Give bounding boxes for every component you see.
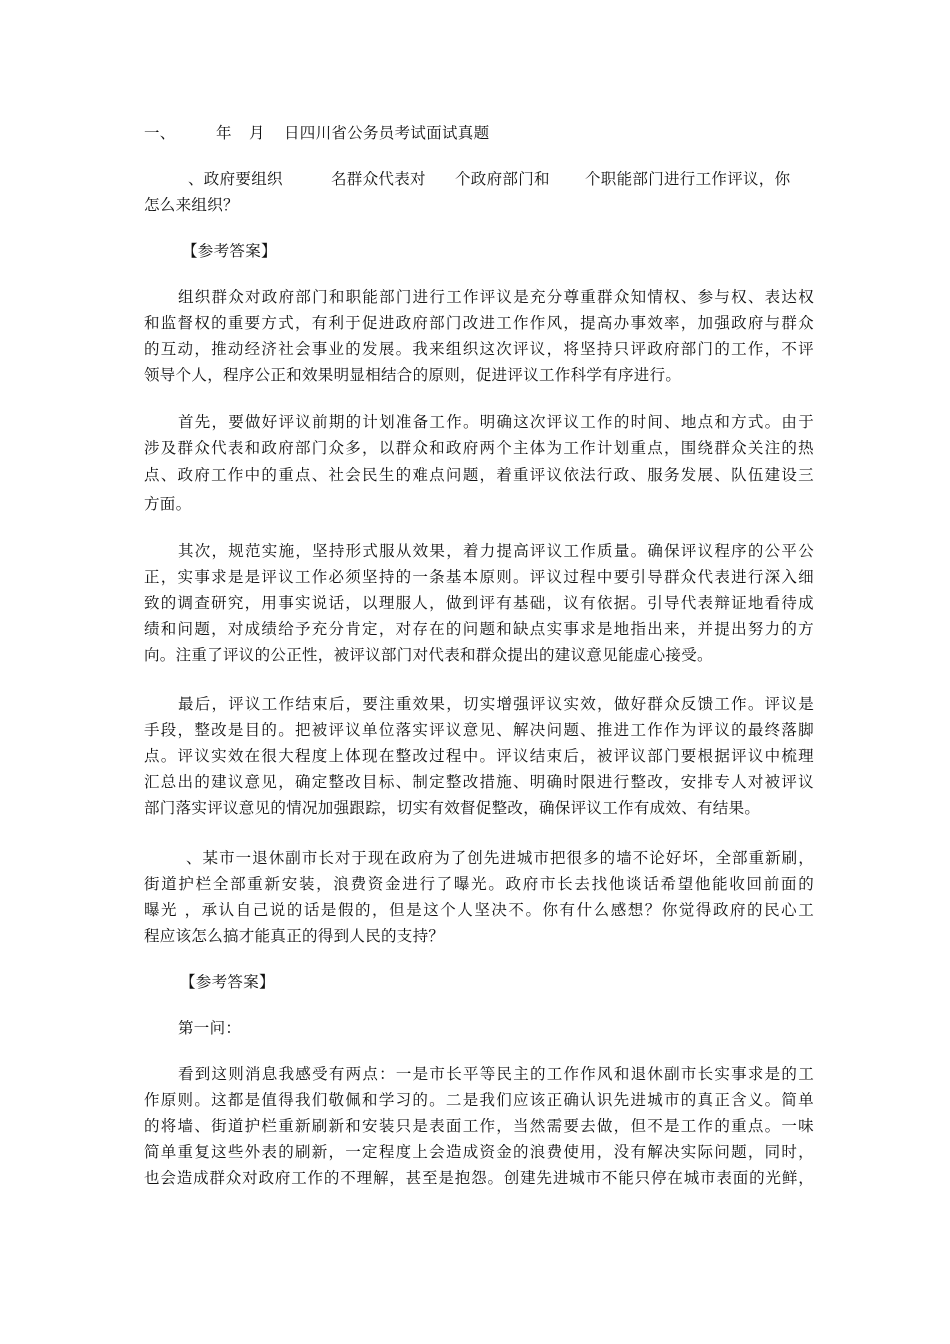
- reference-answer-label-2: 【参考答案】: [180, 973, 275, 991]
- paragraph-2-line-1: 首先，要做好评议前期的计划准备工作。明确这次评议工作的时间、地点和方式。由于: [178, 413, 814, 431]
- paragraph-5-line-2: 作原则。这都是值得我们敬佩和学习的。二是我们应该正确认识先进城市的真正含义。简单: [144, 1091, 814, 1109]
- heading-rest: 日四川省公务员考试面试真题: [284, 124, 490, 142]
- paragraph-2-line-4: 方面。: [144, 495, 192, 513]
- paragraph-4-line-1: 最后，评议工作结束后，要注重效果，切实增强评议实效，做好群众反馈工作。评议是: [178, 695, 814, 713]
- question-1-part-d: 个职能部门进行工作评议，你: [585, 170, 791, 188]
- paragraph-1-line-1: 组织群众对政府部门和职能部门进行工作评议是充分尊重群众知情权、参与权、表达权: [178, 288, 814, 306]
- paragraph-2-line-2: 涉及群众代表和政府部门众多，以群众和政府两个主体为工作计划重点，围绕群众关注的热: [144, 439, 814, 457]
- paragraph-4-line-5: 部门落实评议意见的情况加强跟踪，切实有效督促整改，确保评议工作有成效、有结果。: [144, 799, 761, 817]
- heading-prefix: 一、: [144, 124, 176, 142]
- paragraph-3-line-2: 正，实事求是是评议工作必须坚持的一条基本原则。评议过程中要引导群众代表进行深入细: [144, 568, 814, 586]
- question-2-line-4: 程应该怎么搞才能真正的得到人民的支持？: [144, 927, 445, 945]
- first-question-label: 第一问：: [178, 1019, 242, 1037]
- paragraph-1-line-3: 的互动，推动经济社会事业的发展。我来组织这次评议，将坚持只评政府部门的工作，不评: [144, 340, 814, 358]
- paragraph-3-line-4: 绩和问题，对成绩给予充分肯定，对存在的问题和缺点实事求是地指出来，并提出努力的方: [144, 620, 814, 638]
- question-1-line-2: 怎么来组织？: [144, 196, 239, 214]
- question-1-part-a: 、政府要组织: [188, 170, 283, 188]
- reference-answer-label-1: 【参考答案】: [182, 242, 277, 260]
- paragraph-3-line-5: 向。注重了评议的公正性，被评议部门对代表和群众提出的建议意见能虚心接受。: [144, 646, 713, 664]
- paragraph-5-line-1: 看到这则消息我感受有两点：一是市长平等民主的工作作风和退休副市长实事求是的工: [178, 1065, 814, 1083]
- paragraph-4-line-2: 手段，整改是目的。把被评议单位落实评议意见、解决问题、推进工作作为评议的最终落脚: [144, 721, 814, 739]
- paragraph-2-line-3: 点、政府工作中的重点、社会民生的难点问题，着重评议依法行政、服务发展、队伍建设三: [144, 466, 814, 484]
- paragraph-4-line-3: 点。评议实效在很大程度上体现在整改过程中。评议结束后，被评议部门要根据评议中梳理: [144, 747, 814, 765]
- section-heading: [144, 121, 814, 145]
- question-1-line-1: [144, 167, 814, 191]
- paragraph-1-line-2: 和监督权的重要方式，有利于促进政府部门改进工作作风，提高办事效率，加强政府与群众: [144, 314, 814, 332]
- paragraph-3-line-3: 致的调查研究，用事实说话，以理服人，做到评有基础，议有依据。引导代表辩证地看待成: [144, 594, 814, 612]
- paragraph-5-line-4: 简单重复这些外表的刷新，一定程度上会造成资金的浪费使用，没有解决实际问题，同时，: [144, 1143, 814, 1161]
- heading-year: 年: [216, 124, 232, 142]
- paragraph-1-line-4: 领导个人，程序公正和效果明显相结合的原则，促进评议工作科学有序进行。: [144, 366, 682, 384]
- question-1-part-b: 名群众代表对: [331, 170, 426, 188]
- question-2-line-2: 街道护栏全部重新安装，浪费资金进行了曝光。政府市长去找他谈话希望他能收回前面的: [144, 875, 814, 893]
- question-1-part-c: 个政府部门和: [455, 170, 550, 188]
- heading-month: 月: [249, 124, 265, 142]
- question-2-line-3: 曝光 ，承认自己说的话是假的，但是这个人坚决不。你有什么感想？你觉得政府的民心工: [144, 901, 814, 919]
- paragraph-4-line-4: 汇总出的建议意见，确定整改目标、制定整改措施、明确时限进行整改，安排专人对被评议: [144, 773, 814, 791]
- paragraph-5-line-3: 的将墙、街道护栏重新刷新和安装只是表面工作，当然需要去做，但不是工作的重点。一味: [144, 1117, 814, 1135]
- paragraph-3-line-1: 其次，规范实施，坚持形式服从效果，着力提高评议工作质量。确保评议程序的公平公: [178, 542, 814, 560]
- paragraph-5-line-5: 也会造成群众对政府工作的不理解，甚至是抱怨。创建先进城市不能只停在城市表面的光鲜，: [144, 1169, 814, 1187]
- question-2-line-1: 、某市一退休副市长对于现在政府为了创先进城市把很多的墙不论好坏，全部重新刷，: [186, 849, 814, 867]
